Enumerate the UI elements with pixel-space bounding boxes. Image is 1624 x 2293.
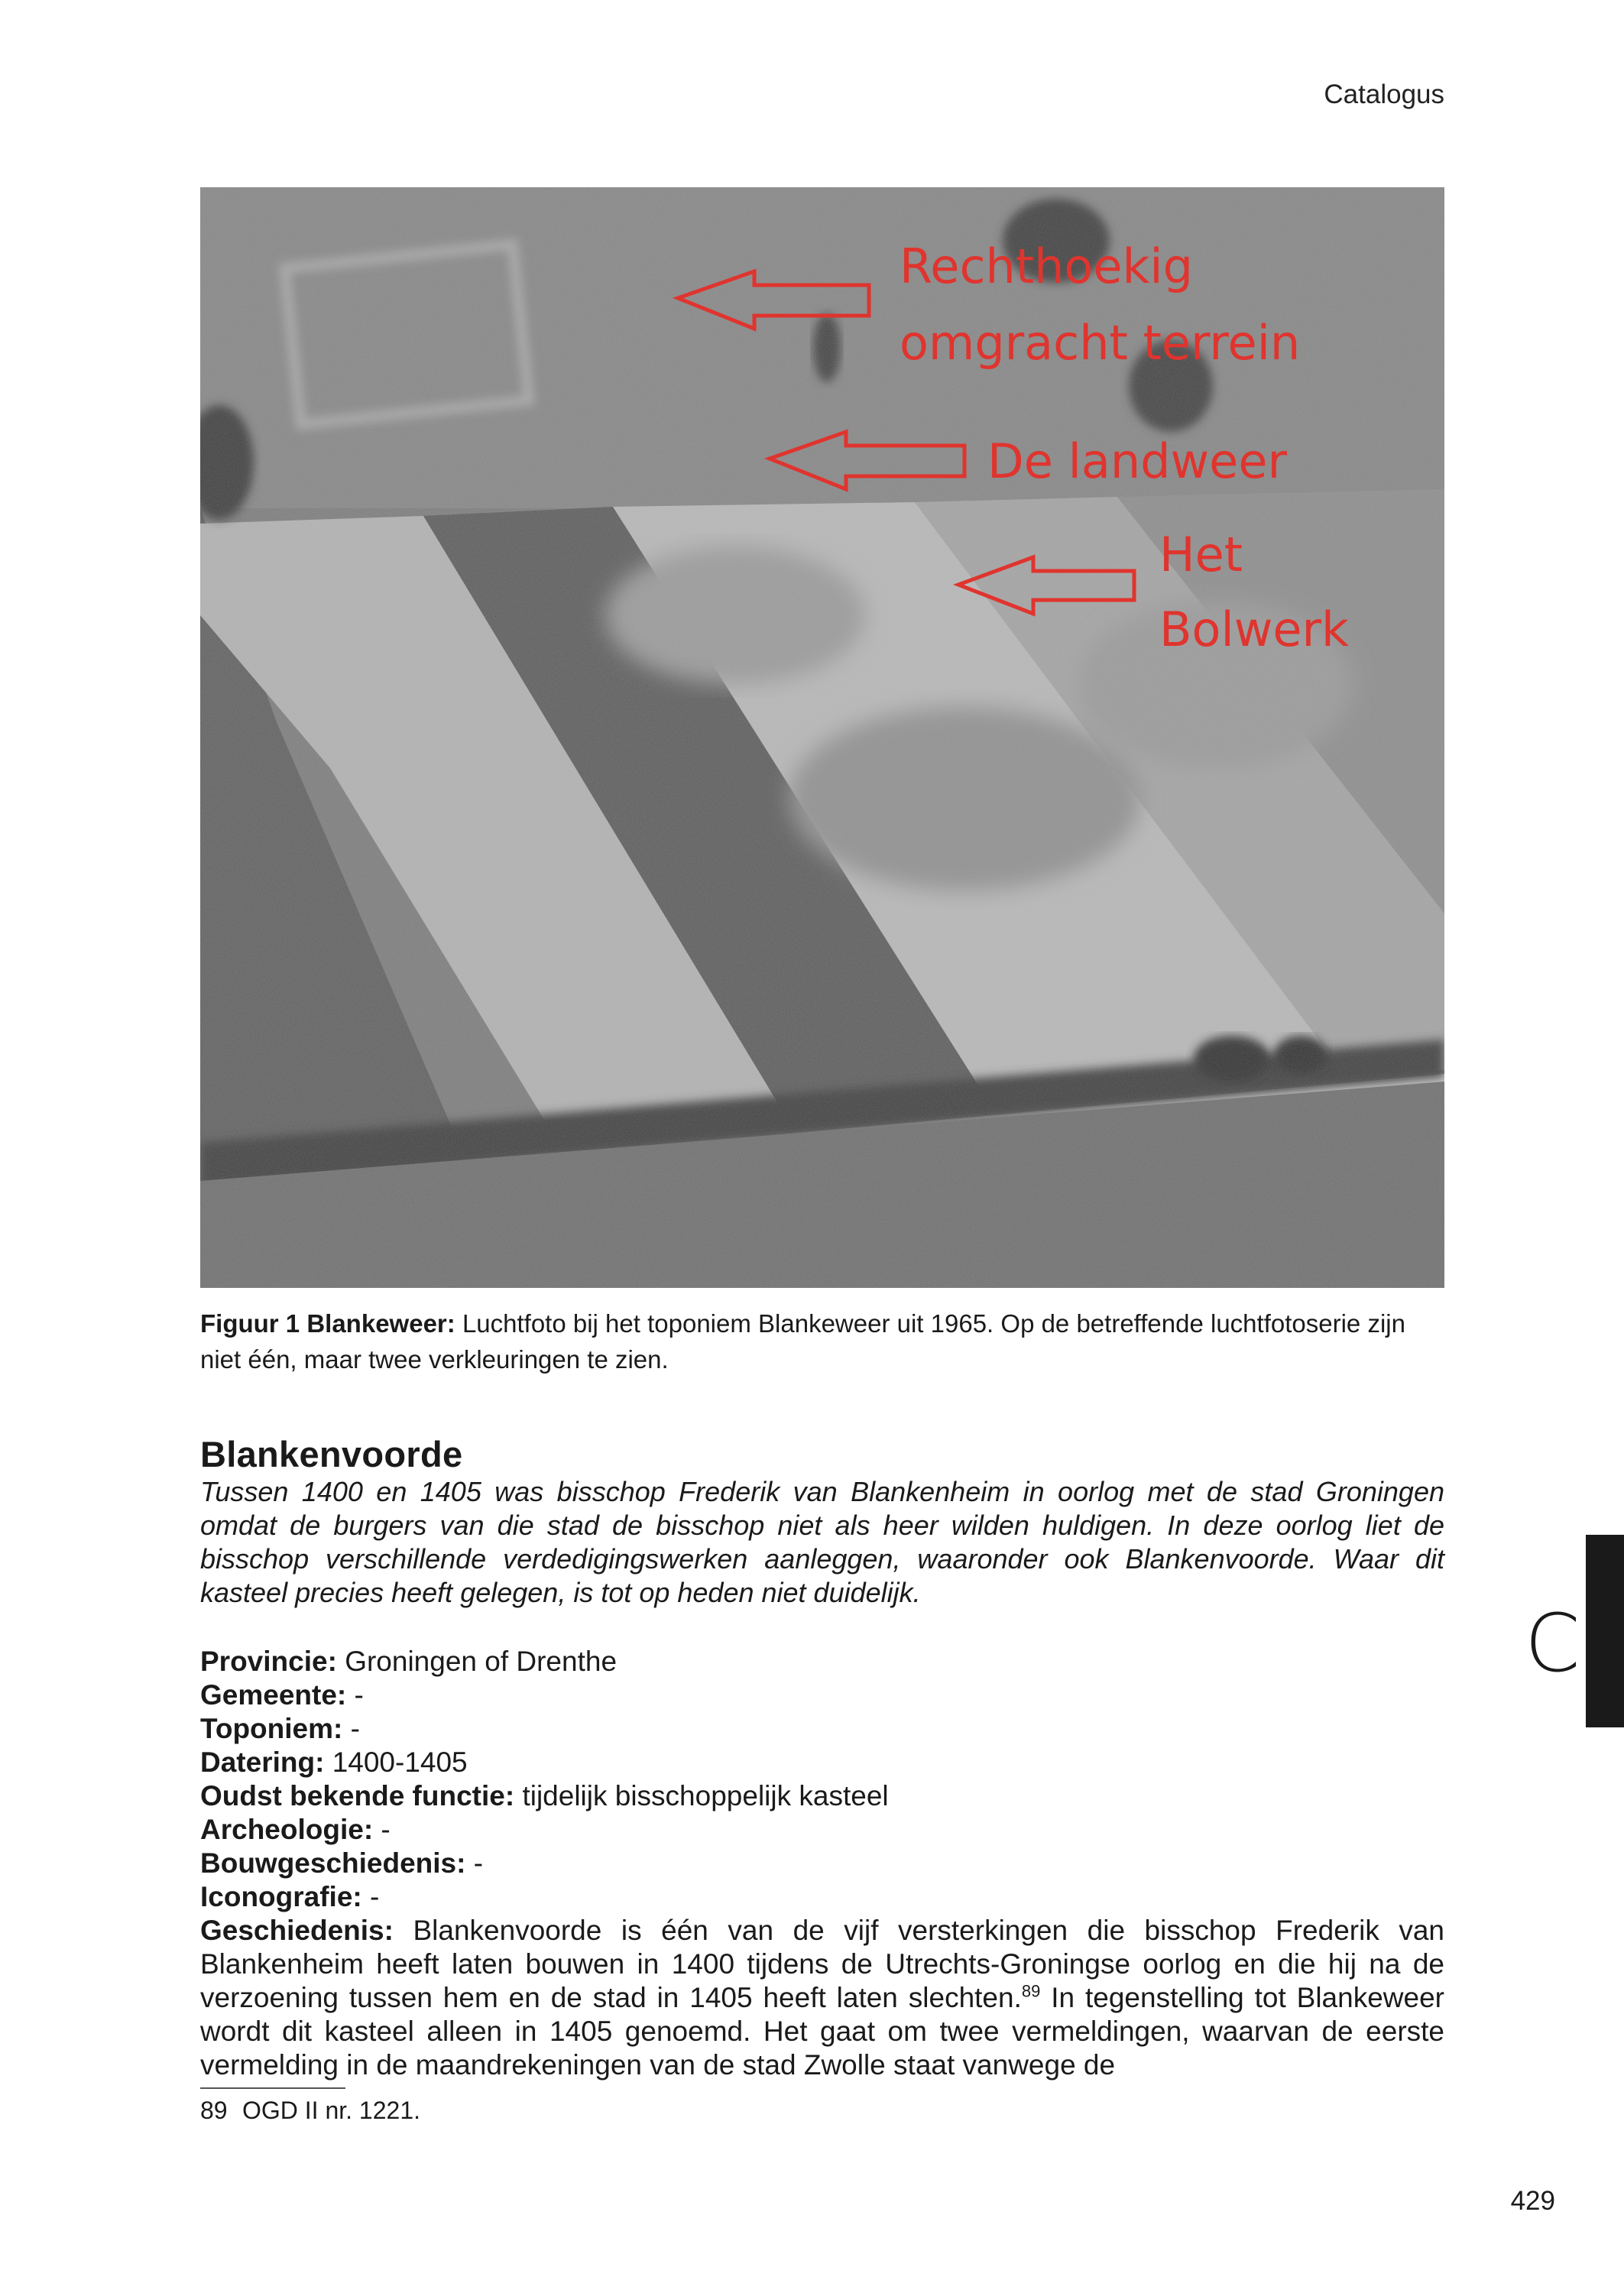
field-label: Provincie: [200,1646,337,1677]
field-bouwgeschiedenis [200,1847,1444,1880]
annotation-bolwerk-line2: Bolwerk [1159,602,1349,657]
field-label: Archeologie: [200,1814,374,1845]
field-label: Oudst bekende functie: [200,1780,515,1811]
annotation-rechthoekig-line1: Rechthoekig [900,238,1193,294]
history-text-2: In tegenstelling tot Blankeweer wordt dit kasteel alleen in 1405 genoemd. Het gaat om twee vermeldingen, waarvan de eerste vermelding in de maandrekeningen van de stad Zwolle staat vanwege de [200,1982,1444,2081]
field-value: - [473,1847,484,1879]
footnote [200,2097,420,2125]
annotation-bolwerk-line1: Het [1159,527,1243,582]
entry-intro: Tussen 1400 en 1405 was bisschop Frederik van Blankenheim in oorlog met de stad Groningen omdat de burgers van die stad de bisschop niet als heer wilden huldigen. In deze oorlog liet de bisschop verschillende verdedigingswerken aanleggen, waaronder ook Blankenvoorde. Waar dit kasteel precies heeft gelegen, is tot op heden niet duidelijk. [200,1476,1444,1608]
page-number: 429 [1510,2186,1555,2216]
figure-caption [200,1305,1444,1377]
entry-title: Blankenvoorde [200,1434,463,1474]
footnote-ref[interactable]: 89 [1021,1981,1041,2001]
field-iconografie [200,1880,1444,1914]
field-provincie [200,1645,1444,1678]
field-label: Gemeente: [200,1679,347,1711]
field-value: - [354,1679,364,1711]
field-value: - [370,1881,380,1912]
section-tab-letter: C [1525,1597,1580,1690]
section-tab [1586,1535,1624,1727]
field-label: Datering: [200,1747,325,1778]
field-functie [200,1779,1444,1813]
running-header: Catalogus [1324,79,1444,109]
field-label: Iconografie: [200,1881,362,1912]
footnote-number: 89 [200,2097,228,2124]
caption-text: Luchtfoto bij het toponiem Blankeweer uit 1965. Op de betreffende luchtfotoserie zijn niet één, maar twee verkleuringen te zien. [200,1309,1405,1374]
field-datering [200,1746,1444,1779]
footnote-rule [200,2087,345,2089]
field-value: - [350,1713,360,1744]
field-geschiedenis [200,1914,1444,2082]
annotation-rechthoekig-line2: omgracht terrein [900,315,1301,371]
field-value: Groningen of Drenthe [345,1646,618,1677]
history-text-1: Blankenvoorde is één van de vijf versterkingen die bisschop Frederik van Blankenheim heeft laten bouwen in 1400 tijdens de Utrechts-Groningse oorlog en die hij na de verzoening tussen hem en de stad in 1405 heeft laten slechten. [200,1915,1445,2013]
caption-label: Figuur 1 Blankeweer: [200,1309,455,1338]
entry-fields [200,1645,1444,2082]
field-value: 1400-1405 [332,1747,468,1778]
footnote-text: OGD II nr. 1221. [242,2097,420,2124]
field-archeologie [200,1813,1444,1847]
field-value: - [381,1814,391,1845]
field-label: Bouwgeschiedenis: [200,1847,466,1879]
field-gemeente [200,1678,1444,1712]
field-toponiem [200,1712,1444,1746]
annotation-landweer: De landweer [987,433,1287,489]
field-value: tijdelijk bisschoppelijk kasteel [522,1780,889,1811]
aerial-photo [200,187,1444,1288]
history-label: Geschiedenis: [200,1915,394,1946]
field-label: Toponiem: [200,1713,343,1744]
